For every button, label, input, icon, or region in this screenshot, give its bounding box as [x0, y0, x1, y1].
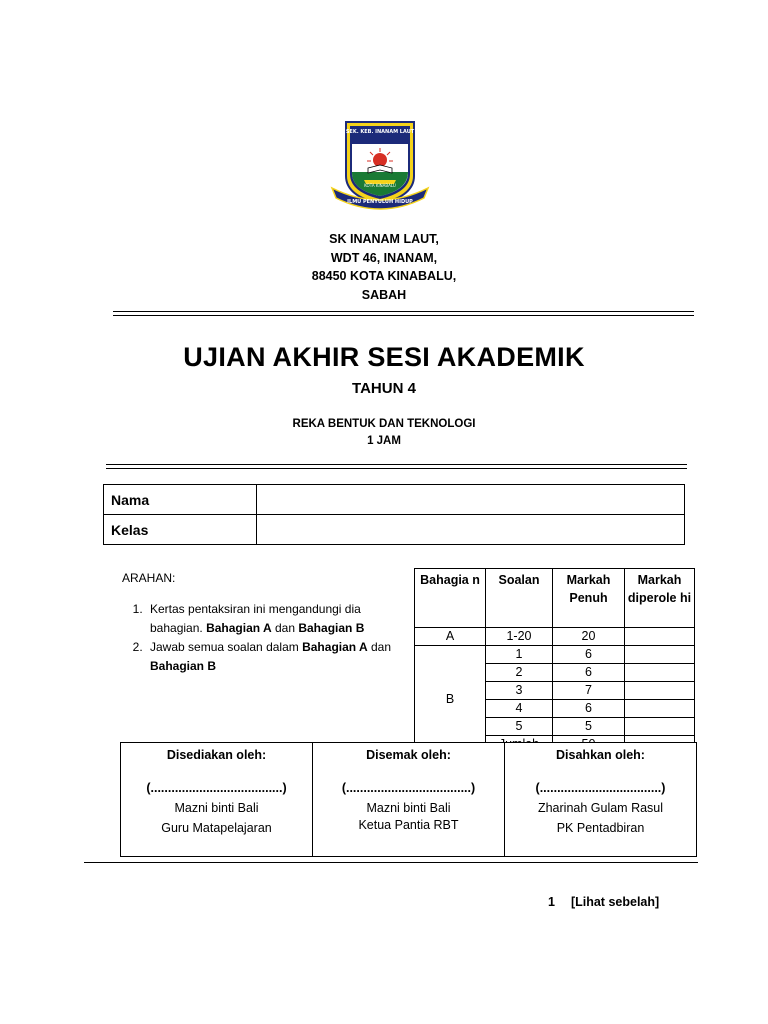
exam-year: TAHUN 4 [352, 380, 416, 397]
header-section: Bahagia n [415, 569, 486, 628]
approved-by-heading: Disahkan oleh: [556, 748, 645, 762]
divider-middle [106, 464, 687, 469]
instruction-2-bold-b: Bahagian B [150, 659, 217, 673]
section-b-full: 7 [553, 682, 625, 700]
section-b-full: 6 [553, 664, 625, 682]
signature-table [120, 742, 697, 857]
instruction-1-bold-b: Bahagian B [298, 621, 365, 635]
section-b-full: 5 [553, 718, 625, 736]
marks-header-row [415, 569, 695, 628]
section-b-obtained[interactable] [625, 646, 695, 664]
instruction-2-conj: dan [367, 640, 392, 654]
address-line-3: 88450 KOTA KINABALU, [311, 269, 457, 283]
exam-subject: REKA BENTUK DAN TEKNOLOGI [292, 418, 476, 430]
checked-by-heading: Disemak oleh: [366, 748, 451, 762]
name-row [104, 485, 685, 515]
section-b-full: 6 [553, 700, 625, 718]
section-b-obtained[interactable] [625, 700, 695, 718]
next-page-note: [Lihat sebelah] [570, 895, 660, 909]
section-b-obtained[interactable] [625, 682, 695, 700]
header-full-marks: Markah Penuh [553, 569, 625, 628]
page-footer [548, 895, 675, 909]
table-row [415, 628, 695, 646]
instruction-2-text: Jawab semua soalan dalam [150, 640, 303, 654]
exam-subject-block [0, 416, 768, 450]
school-crest-logo [328, 118, 432, 214]
student-info-table [103, 484, 685, 545]
section-b-question: 5 [486, 718, 553, 736]
address-line-4: SABAH [361, 287, 407, 302]
section-a-obtained[interactable] [625, 628, 695, 646]
checked-by-signature-line: (....................................) [341, 781, 476, 795]
section-b-label: B [415, 646, 486, 754]
exam-title: UJIAN AKHIR SESI AKADEMIK [183, 342, 585, 372]
name-field[interactable] [257, 485, 685, 515]
section-b-question: 1 [486, 646, 553, 664]
crest-top-text: SEK. KEB. INANAM LAUT [345, 129, 415, 135]
section-b-question: 3 [486, 682, 553, 700]
address-line-2: WDT 46, INANAM, [330, 250, 438, 265]
table-row [415, 646, 695, 664]
instruction-1-bold-a: Bahagian A [206, 621, 272, 635]
signature-box-prepared [121, 743, 313, 857]
section-b-question: 4 [486, 700, 553, 718]
approved-by-signature-line: (...................................) [535, 781, 666, 795]
section-b-full: 6 [553, 646, 625, 664]
address-line-1: SK INANAM LAUT, [329, 232, 439, 246]
name-label: Nama [104, 485, 257, 515]
exam-duration: 1 JAM [367, 435, 401, 447]
prepared-by-role: Guru Matapelajaran [161, 821, 272, 835]
prepared-by-heading: Disediakan oleh: [166, 748, 267, 762]
marks-table [414, 568, 695, 754]
prepared-by-name: Mazni binti Bali [174, 801, 259, 815]
prepared-by-signature-line: (......................................) [146, 781, 287, 795]
class-field[interactable] [257, 515, 685, 545]
section-a-full: 20 [553, 628, 625, 646]
footer-divider [84, 862, 698, 863]
section-b-question: 2 [486, 664, 553, 682]
divider-top [113, 311, 694, 316]
checked-by-role: Ketua Pantia RBT [358, 818, 459, 832]
school-address [234, 230, 534, 304]
instructions-heading: ARAHAN: [122, 571, 176, 585]
page-number: 1 [548, 895, 555, 909]
crest-motto: ILMU PENYULUH HIDUP [347, 199, 413, 205]
class-row [104, 515, 685, 545]
section-b-obtained[interactable] [625, 718, 695, 736]
signature-box-checked [313, 743, 505, 857]
signature-box-approved [505, 743, 697, 857]
class-label: Kelas [104, 515, 257, 545]
crest-bottom-text: KOTA KINABALU [364, 183, 396, 188]
approved-by-role: PK Pentadbiran [556, 821, 645, 835]
section-a-label: A [415, 628, 486, 646]
section-b-obtained[interactable] [625, 664, 695, 682]
instruction-2-bold-a: Bahagian A [302, 640, 368, 654]
approved-by-name: Zharinah Gulam Rasul [537, 801, 664, 815]
header-question: Soalan [486, 569, 553, 628]
instruction-item-1 [146, 600, 412, 638]
instructions-list [122, 600, 412, 676]
instruction-1-text: Kertas pentaksiran ini mengandungi dia bahagian. [150, 602, 361, 635]
checked-by-name: Mazni binti Bali [366, 801, 451, 815]
instruction-1-conj: dan [271, 621, 299, 635]
section-a-questions: 1-20 [486, 628, 553, 646]
instructions [122, 569, 412, 676]
instruction-item-2 [146, 638, 412, 676]
header-marks-obtained: Markah diperole hi [625, 569, 695, 628]
